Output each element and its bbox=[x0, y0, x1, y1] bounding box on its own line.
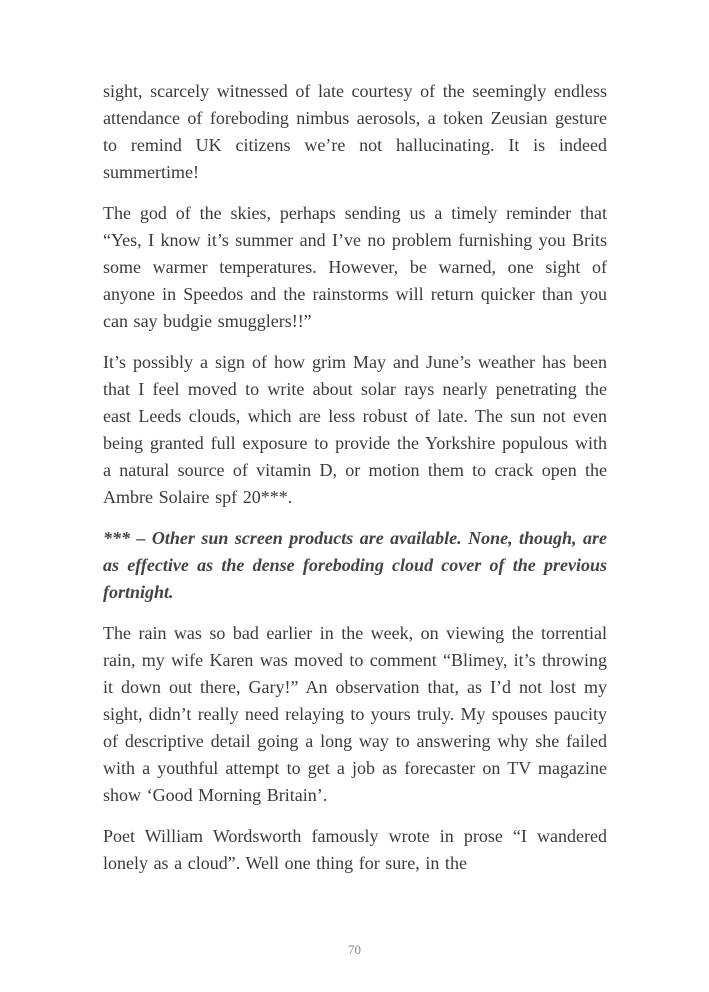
paragraph-1: sight, scarcely witnessed of late courtesy of the seemingly endless attendance of foreboding nimbus aerosols, a token Zeusian gesture to remind UK citizens we’re not hallucinating. It is indeed summertime! bbox=[103, 81, 607, 182]
paragraph-2: The god of the skies, perhaps sending us a timely reminder that “Yes, I know it’s summer and I’ve no problem furnishing you Brits some warmer temperatures. However, be warned, one sight of anyone in Speedos and the rainstorms will return quicker than you can say budgie smugglers!!” bbox=[103, 203, 607, 331]
paragraph-5: Poet William Wordsworth famously wrote in prose “I wandered lonely as a cloud”. Well one thing for sure, in the bbox=[103, 826, 607, 873]
page-content bbox=[103, 78, 607, 891]
paragraph-3: It’s possibly a sign of how grim May and June’s weather has been that I feel moved to write about solar rays nearly penetrating the east Leeds clouds, which are less robust of late. The sun not even being granted full exposure to provide the Yorkshire populous with a natural source of vitamin D, or motion them to crack open the Ambre Solaire spf 20***. bbox=[103, 352, 607, 507]
paragraph-4: The rain was so bad earlier in the week, on viewing the torrential rain, my wife Karen was moved to comment “Blimey, it’s throwing it down out there, Gary!” An observation that, as I’d not lost my sight, didn’t really need relaying to yours truly. My spouses paucity of descriptive detail going a long way to answering why she failed with a youthful attempt to get a job as forecaster on TV magazine show ‘Good Morning Britain’. bbox=[103, 623, 607, 805]
paragraph-footnote: *** – Other sun screen products are available. None, though, are as effective as the dense foreboding cloud cover of the previous fortnight. bbox=[103, 528, 607, 602]
page-number: 70 bbox=[348, 942, 361, 957]
